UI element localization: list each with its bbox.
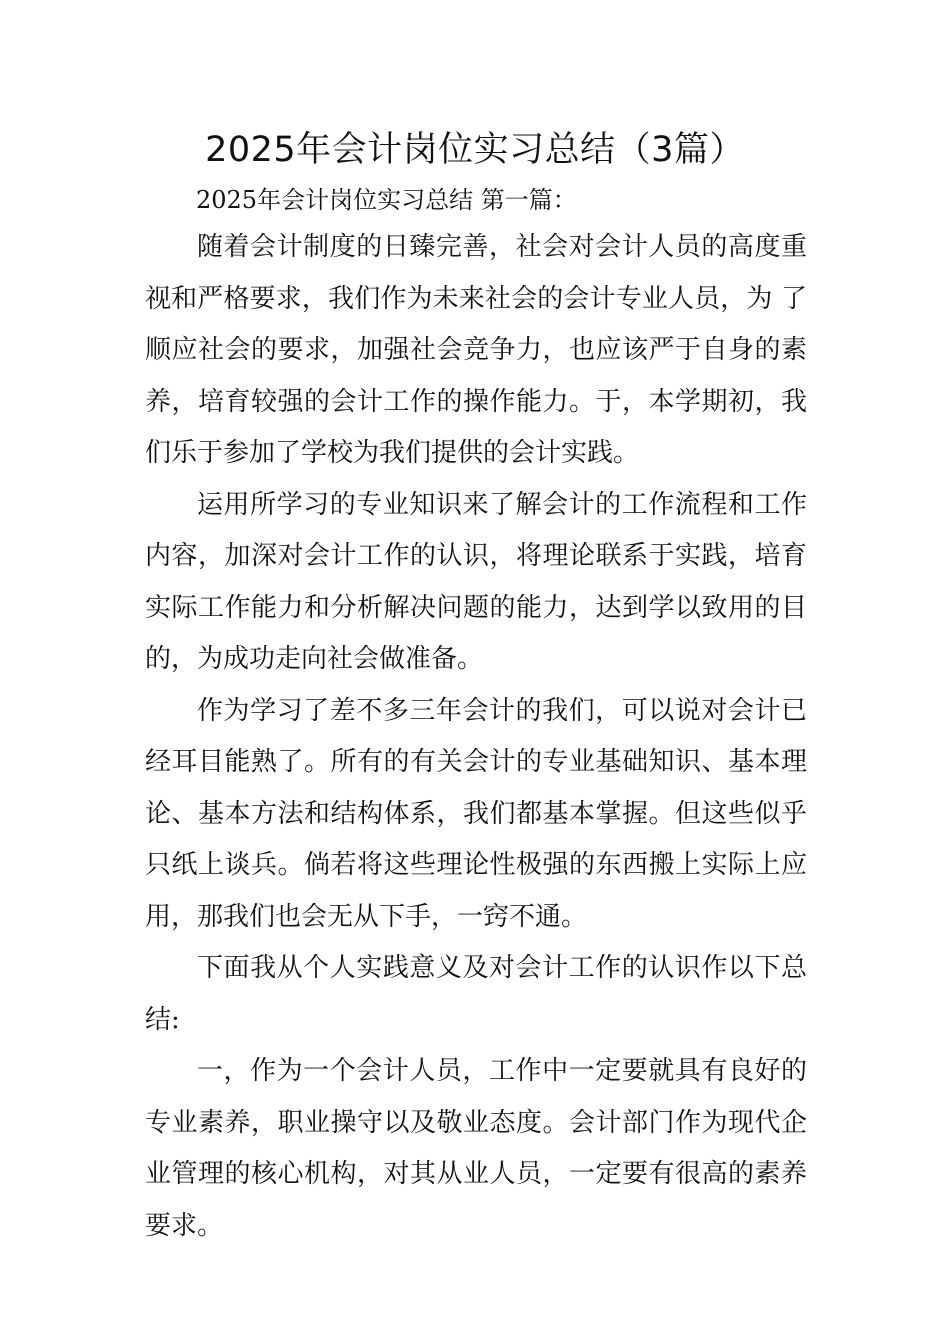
paragraph-5: 一，作为一个会计人员，工作中一定要就具有良好的专业素养，职业操守以及敬业态度。会计部门作为现代企业管理的核心机构，对其从业人员，一定要有很高的素养要求。 <box>145 1056 807 1241</box>
document-body <box>145 222 807 1252</box>
section-heading: 2025年会计岗位实习总结 第一篇： <box>196 186 577 214</box>
paragraph-2: 运用所学习的专业知识来了解会计的工作流程和工作内容，加深对会计工作的认识，将理论联系于实践，培育实际工作能力和分析解决问题的能力，达到学以致用的目的，为成功走向社会做准备。 <box>145 489 807 674</box>
paragraph-3: 作为学习了差不多三年会计的我们，可以说对会计已经耳目能熟了。所有的有关会计的专业基础知识、基本理论、基本方法和结构体系，我们都基本掌握。但这些似乎只纸上谈兵。倘若将这些理论性极强的东西搬上实际上应用，那我们也会无从下手，一窍不通。 <box>145 695 807 932</box>
document-title: 2025年会计岗位实习总结（3篇） <box>205 130 745 170</box>
paragraph-1: 随着会计制度的日臻完善，社会对会计人员的高度重视和严格要求，我们作为未来社会的会计专业人员，为 了顺应社会的要求，加强社会竞争力，也应该严于自身的素养，培育较强的会计工作的操作能力。于，本学期初，我们乐于参加了学校为我们提供的会计实践。 <box>145 232 807 468</box>
paragraph-4: 下面我从个人实践意义及对会计工作的认识作以下总结: <box>145 953 807 1035</box>
